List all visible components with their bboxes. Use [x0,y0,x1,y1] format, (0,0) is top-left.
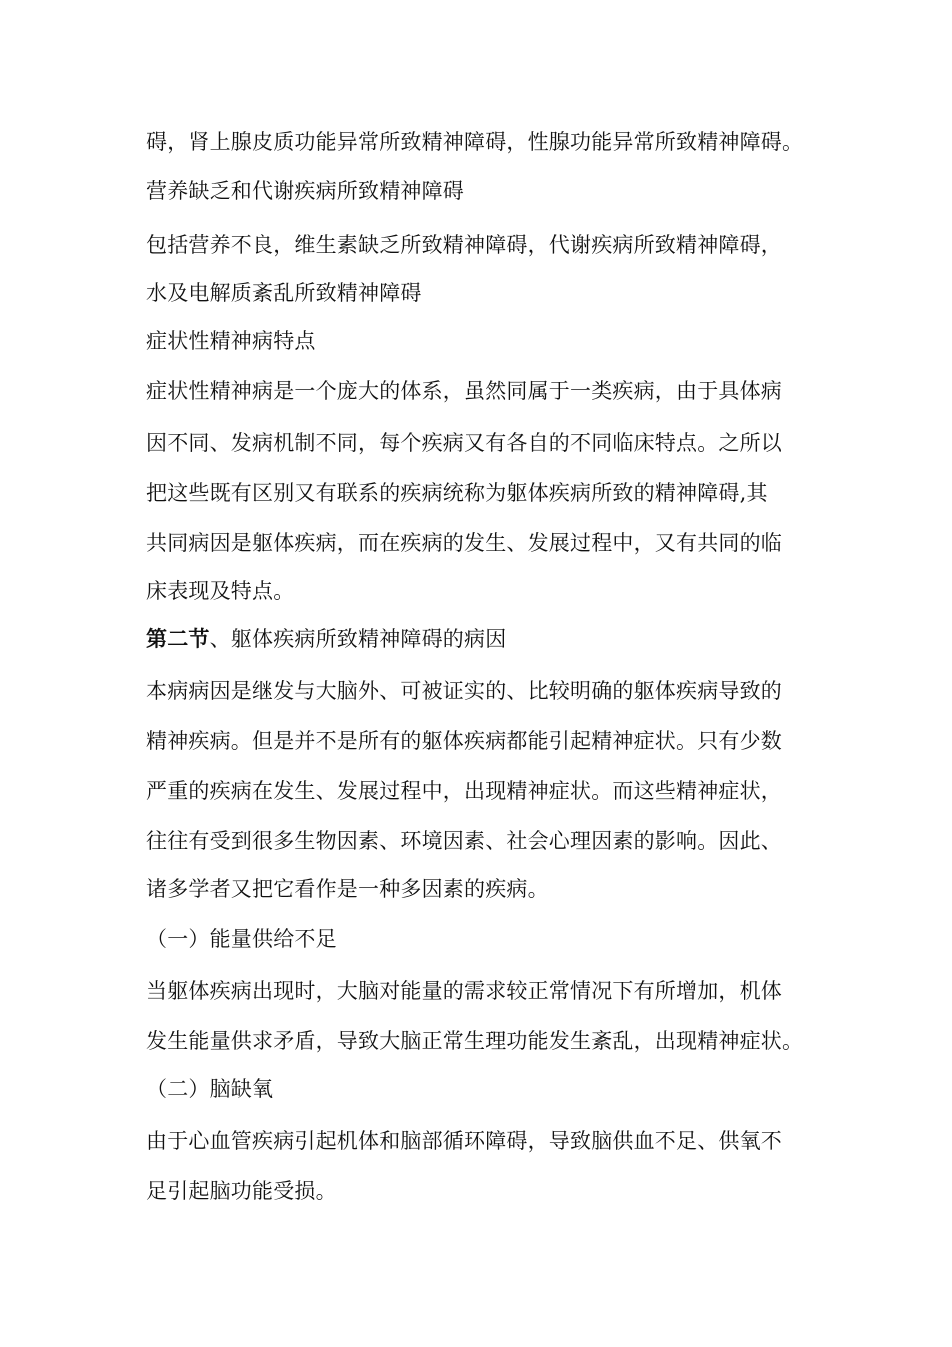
text-line: 发生能量供求矛盾，导致大脑正常生理功能发生紊乱，出现精神症状。 [146,1029,804,1053]
text-line: 碍，肾上腺皮质功能异常所致精神障碍，性腺功能异常所致精神障碍。 [146,130,804,154]
text-line: 诸多学者又把它看作是一种多因素的疾病。 [146,877,549,901]
text-line: 本病病因是继发与大脑外、可被证实的、比较明确的躯体疾病导致的 [146,679,782,703]
text-line: 水及电解质紊乱所致精神障碍 [146,281,422,305]
subheading: （一）能量供给不足 [146,927,337,951]
subheading: （二）脑缺氧 [146,1077,274,1101]
text-line: 共同病因是躯体疾病，而在疾病的发生、发展过程中，又有共同的临 [146,531,782,555]
section-number: 第二节 [146,626,210,651]
text-line: 足引起脑功能受损。 [146,1179,337,1203]
text-line: 症状性精神病是一个庞大的体系，虽然同属于一类疾病，由于具体病 [146,379,782,403]
text-line: 由于心血管疾病引起机体和脑部循环障碍，导致脑供血不足、供氧不 [146,1129,782,1153]
text-line: 把这些既有区别又有联系的疾病统称为躯体疾病所致的精神障碍,其 [146,481,768,505]
text-line: 因不同、发病机制不同，每个疾病又有各自的不同临床特点。之所以 [146,431,782,455]
text-line: 当躯体疾病出现时，大脑对能量的需求较正常情况下有所增加，机体 [146,979,782,1003]
subheading: 营养缺乏和代谢疾病所致精神障碍 [146,179,464,203]
subheading: 症状性精神病特点 [146,329,316,353]
text-line: 包括营养不良，维生素缺乏所致精神障碍，代谢疾病所致精神障碍， [146,233,782,257]
text-line: 床表现及特点。 [146,579,295,603]
section-heading [146,624,816,654]
text-line: 精神疾病。但是并不是所有的躯体疾病都能引起精神症状。只有少数 [146,729,782,753]
text-line: 往往有受到很多生物因素、环境因素、社会心理因素的影响。因此、 [146,829,782,853]
text-line: 严重的疾病在发生、发展过程中，出现精神症状。而这些精神症状， [146,779,782,803]
section-title: 、躯体疾病所致精神障碍的病因 [209,627,507,651]
